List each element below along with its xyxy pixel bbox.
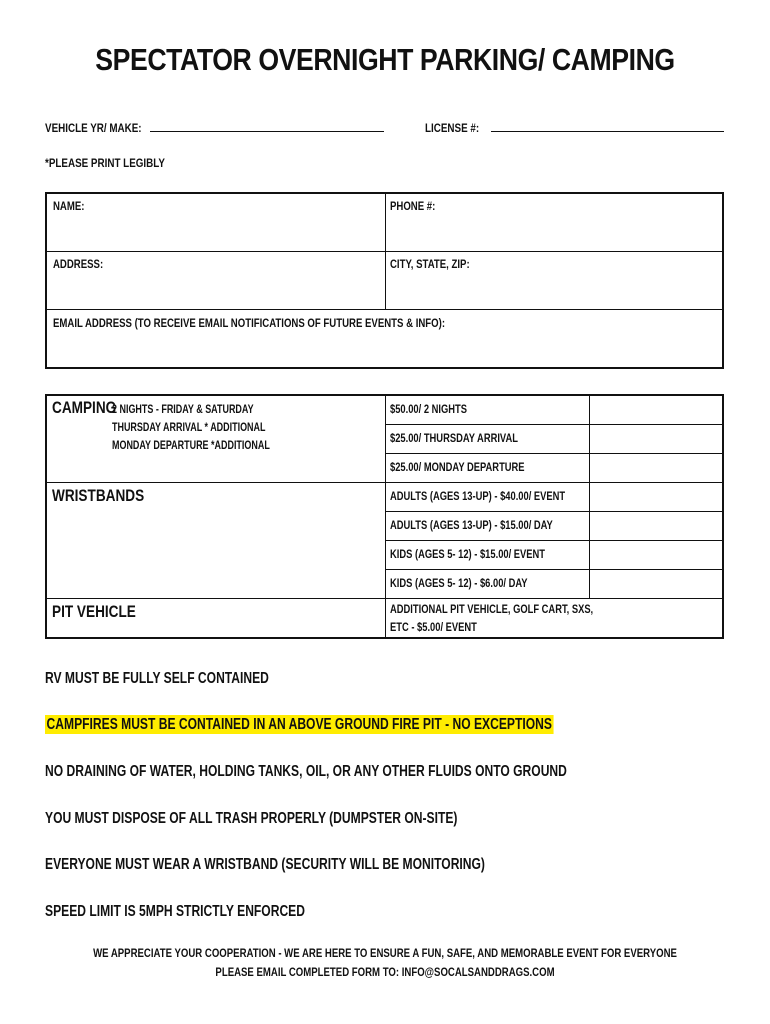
pit-vehicle-price: ADDITIONAL PIT VEHICLE, GOLF CART, SXS, [390, 602, 594, 616]
pricing-divider [386, 511, 723, 512]
address-field[interactable] [47, 253, 384, 308]
camping-qty-field[interactable] [591, 396, 722, 423]
vehicle-label: VEHICLE YR/ MAKE: [45, 121, 142, 135]
wristband-qty-field[interactable] [591, 513, 722, 539]
camping-desc: 2 NIGHTS - FRIDAY & SATURDAY [112, 404, 254, 416]
rule-item: YOU MUST DISPOSE OF ALL TRASH PROPERLY (DUMPSTER ON-SITE) [45, 810, 458, 827]
address-label: ADDRESS: [53, 257, 104, 271]
wristband-qty-field[interactable] [591, 542, 722, 568]
rule-item: EVERYONE MUST WEAR A WRISTBAND (SECURITY WILL BE MONITORING) [45, 856, 485, 873]
pit-vehicle-title: PIT VEHICLE [52, 602, 136, 621]
wristband-price: ADULTS (AGES 13-UP) - $40.00/ EVENT [390, 489, 566, 503]
pricing-divider [386, 540, 723, 541]
camping-desc: MONDAY DEPARTURE *ADDITIONAL [112, 440, 270, 452]
vehicle-field[interactable] [150, 131, 384, 132]
camping-price: $25.00/ THURSDAY ARRIVAL [390, 431, 518, 445]
email-field[interactable] [47, 311, 722, 367]
phone-label: PHONE #: [390, 199, 436, 213]
name-field[interactable] [47, 194, 384, 250]
rule-item: SPEED LIMIT IS 5MPH STRICTLY ENFORCED [45, 903, 305, 920]
email-label: EMAIL ADDRESS (TO RECEIVE EMAIL NOTIFICATIONS OF FUTURE EVENTS & INFO): [53, 316, 446, 330]
pricing-divider [46, 598, 723, 599]
pricing-divider [589, 395, 590, 598]
city-label: CITY, STATE, ZIP: [390, 257, 470, 271]
camping-qty-field[interactable] [591, 425, 722, 452]
wristbands-title: WRISTBANDS [52, 486, 145, 505]
pricing-divider [385, 395, 386, 638]
contact-divider [46, 309, 723, 310]
camping-qty-field[interactable] [591, 454, 722, 481]
footer-line: WE APPRECIATE YOUR COOPERATION - WE ARE HERE TO ENSURE A FUN, SAFE, AND MEMORABLE EVENT FOR EVERYONE [93, 946, 677, 960]
city-field[interactable] [387, 253, 722, 308]
wristband-qty-field[interactable] [591, 571, 722, 597]
form-title: SPECTATOR OVERNIGHT PARKING/ CAMPING [95, 42, 675, 77]
wristband-qty-field[interactable] [591, 484, 722, 510]
print-note: *PLEASE PRINT LEGIBLY [45, 156, 165, 170]
footer-email-line: PLEASE EMAIL COMPLETED FORM TO: INFO@SOCALSANDDRAGS.COM [215, 965, 555, 979]
highlight-mark: CAMPFIRES MUST BE CONTAINED IN AN ABOVE GROUND FIRE PIT - NO EXCEPTIONS [46, 716, 552, 733]
rule-item-highlighted [45, 716, 553, 734]
pricing-divider [386, 569, 723, 570]
camping-desc: THURSDAY ARRIVAL * ADDITIONAL [112, 422, 266, 434]
camping-price: $50.00/ 2 NIGHTS [390, 402, 468, 416]
pit-vehicle-price: ETC - $5.00/ EVENT [390, 620, 477, 634]
pricing-divider [46, 482, 723, 483]
camping-title: CAMPING [52, 398, 117, 417]
camping-price: $25.00/ MONDAY DEPARTURE [390, 460, 525, 474]
wristband-price: KIDS (AGES 5- 12) - $15.00/ EVENT [390, 547, 546, 561]
rule-item: NO DRAINING OF WATER, HOLDING TANKS, OIL, OR ANY OTHER FLUIDS ONTO GROUND [45, 763, 567, 780]
contact-divider [385, 193, 386, 309]
wristband-price: ADULTS (AGES 13-UP) - $15.00/ DAY [390, 518, 553, 532]
rule-item: RV MUST BE FULLY SELF CONTAINED [45, 670, 269, 687]
phone-field[interactable] [387, 194, 722, 250]
license-label: LICENSE #: [425, 121, 480, 135]
wristband-price: KIDS (AGES 5- 12) - $6.00/ DAY [390, 576, 528, 590]
license-field[interactable] [491, 131, 724, 132]
name-label: NAME: [53, 199, 85, 213]
